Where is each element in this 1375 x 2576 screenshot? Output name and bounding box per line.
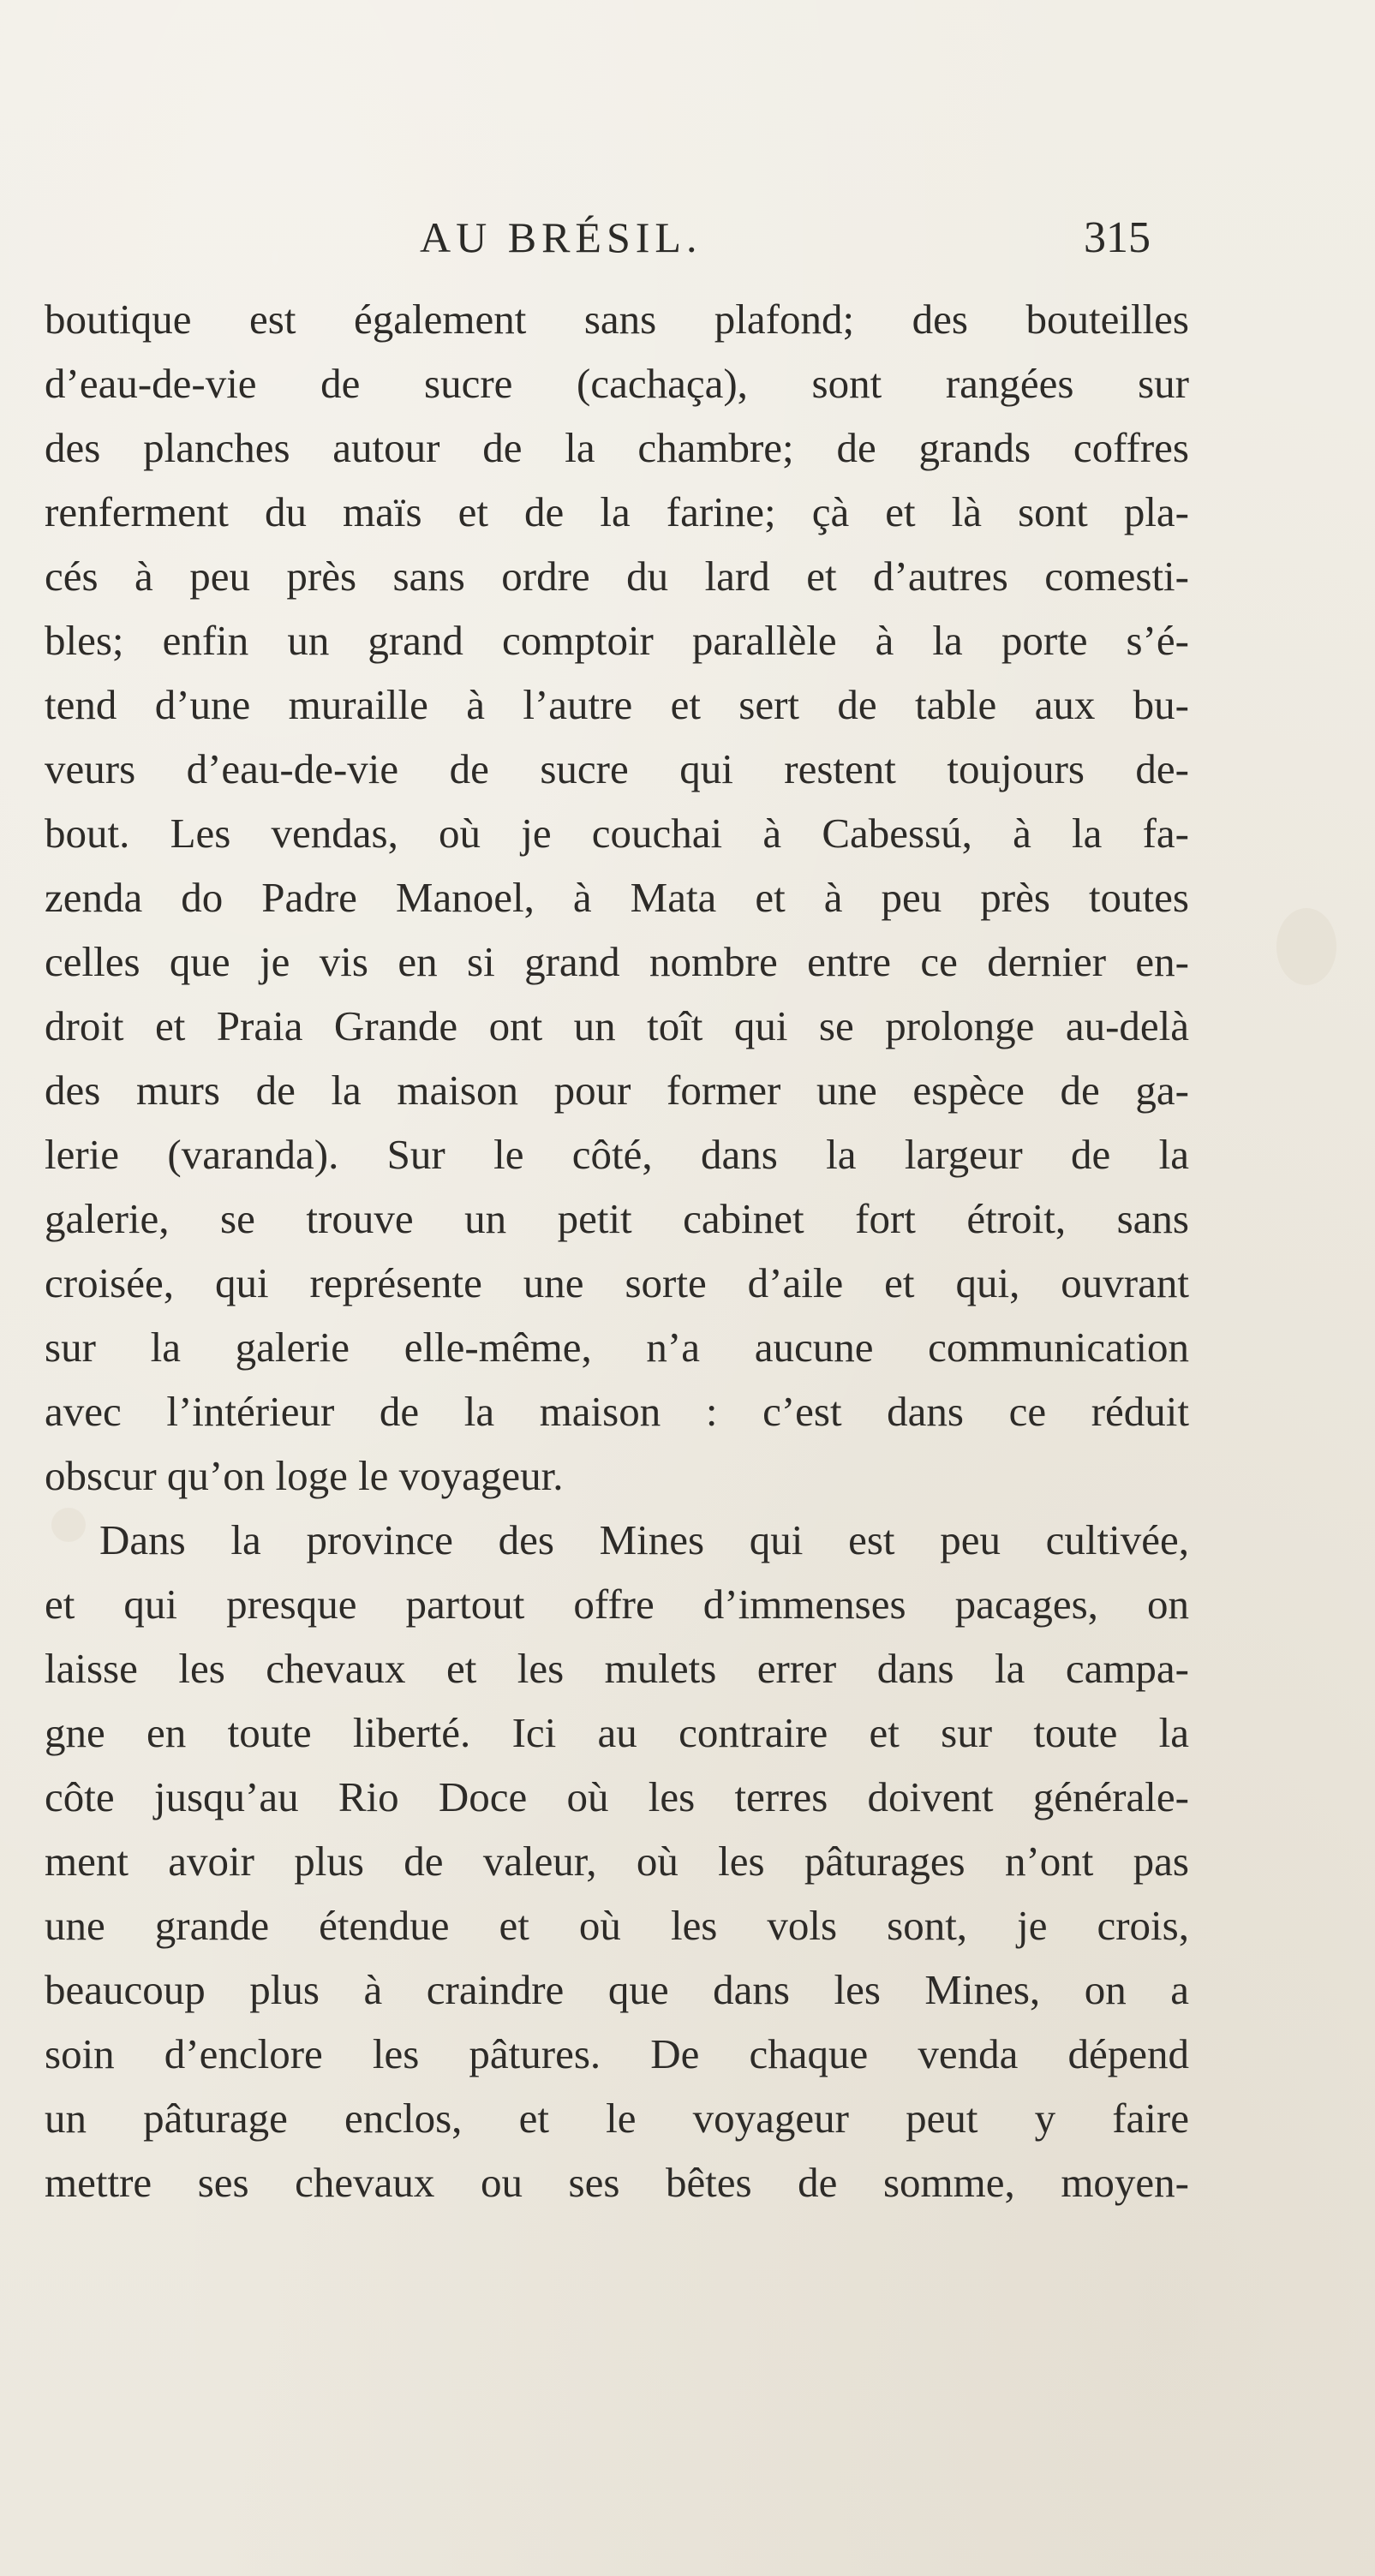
text-line: côte jusqu’au Rio Doce où les terres doivent générale-	[45, 1773, 1189, 1820]
text-line: laisse les chevaux et les mulets errer dans la campa-	[45, 1645, 1189, 1692]
text-line: des planches autour de la chambre; de grands coffres	[45, 424, 1189, 471]
page-header	[0, 212, 1375, 272]
text-line: soin d’enclore les pâtures. De chaque venda dépend	[45, 2030, 1189, 2077]
text-line: avec l’intérieur de la maison : c’est dans ce réduit	[45, 1388, 1189, 1435]
text-line: zenda do Padre Manoel, à Mata et à peu près toutes	[45, 874, 1189, 921]
text-line: un pâturage enclos, et le voyageur peut y faire	[45, 2095, 1189, 2142]
text-line: d’eau-de-vie de sucre (cachaça), sont rangées sur	[45, 360, 1189, 407]
text-line: Dans la province des Mines qui est peu cultivée,	[99, 1516, 1189, 1563]
text-line: tend d’une muraille à l’autre et sert de table aux bu-	[45, 681, 1189, 728]
paper-stain	[1276, 908, 1336, 985]
text-line: boutique est également sans plafond; des bouteilles	[45, 296, 1189, 343]
text-line: ment avoir plus de valeur, où les pâturages n’ont pas	[45, 1838, 1189, 1885]
text-line: cés à peu près sans ordre du lard et d’autres comesti-	[45, 553, 1189, 600]
running-head: AU BRÉSIL.	[420, 213, 702, 261]
text-line: des murs de la maison pour former une espèce de ga-	[45, 1067, 1189, 1114]
text-line: gne en toute liberté. Ici au contraire et sur toute la	[45, 1709, 1189, 1756]
body-text	[45, 287, 1189, 2214]
text-line: une grande étendue et où les vols sont, je crois,	[45, 1902, 1189, 1949]
text-line: croisée, qui représente une sorte d’aile et qui, ouvrant	[45, 1259, 1189, 1306]
text-line: mettre ses chevaux ou ses bêtes de somme, moyen-	[45, 2159, 1189, 2206]
text-line: lerie (varanda). Sur le côté, dans la largeur de la	[45, 1131, 1189, 1178]
text-line: bout. Les vendas, où je couchai à Cabessú, à la fa-	[45, 810, 1189, 857]
page-number: 315	[1084, 213, 1151, 262]
text-line: droit et Praia Grande ont un toît qui se prolonge au-delà	[45, 1002, 1189, 1049]
text-line: beaucoup plus à craindre que dans les Mines, on a	[45, 1966, 1189, 2013]
text-line: celles que je vis en si grand nombre entre ce dernier en-	[45, 938, 1189, 985]
text-line: et qui presque partout offre d’immenses pacages, on	[45, 1581, 1189, 1628]
text-line: renferment du maïs et de la farine; çà et là sont pla-	[45, 488, 1189, 535]
text-line: galerie, se trouve un petit cabinet fort étroit, sans	[45, 1195, 1189, 1242]
text-line: obscur qu’on loge le voyageur.	[45, 1452, 564, 1499]
text-line: sur la galerie elle-même, n’a aucune communication	[45, 1324, 1189, 1371]
text-line: bles; enfin un grand comptoir parallèle à la porte s’é-	[45, 617, 1189, 664]
text-line: veurs d’eau-de-vie de sucre qui restent toujours de-	[45, 745, 1189, 792]
